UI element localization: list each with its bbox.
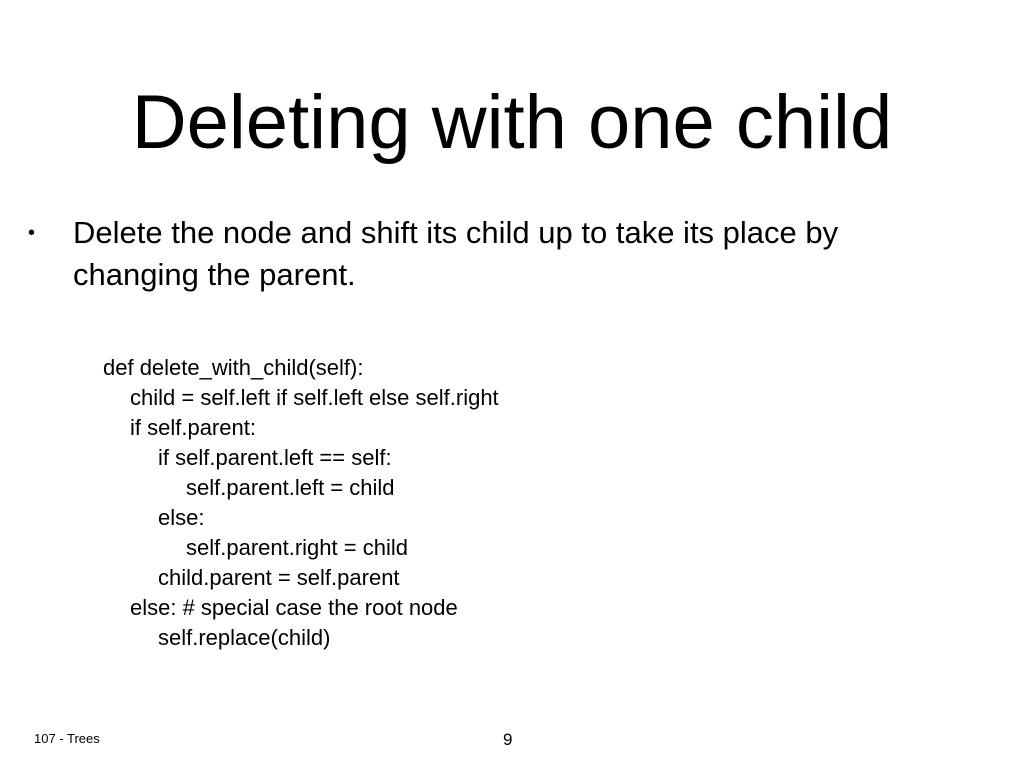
code-line: if self.parent.left == self: xyxy=(158,445,392,470)
slide-title: Deleting with one child xyxy=(131,80,893,165)
code-line: else: xyxy=(158,505,205,530)
bullet-text: Delete the node and shift its child up to take its place by changing the parent. xyxy=(73,215,839,292)
footer-label: 107 - Trees xyxy=(34,731,100,746)
page-number: 9 xyxy=(503,730,513,749)
code-block xyxy=(103,353,499,653)
bullet-marker: • xyxy=(28,222,36,244)
code-line: self.parent.right = child xyxy=(186,535,408,560)
code-line: def delete_with_child(self): xyxy=(103,355,364,380)
code-line: child.parent = self.parent xyxy=(158,565,400,590)
code-line: child = self.left if self.left else self.right xyxy=(130,385,499,410)
code-line: else: # special case the root node xyxy=(130,595,458,620)
code-line: if self.parent: xyxy=(130,415,256,440)
code-line: self.replace(child) xyxy=(158,625,331,650)
code-line: self.parent.left = child xyxy=(186,475,395,500)
